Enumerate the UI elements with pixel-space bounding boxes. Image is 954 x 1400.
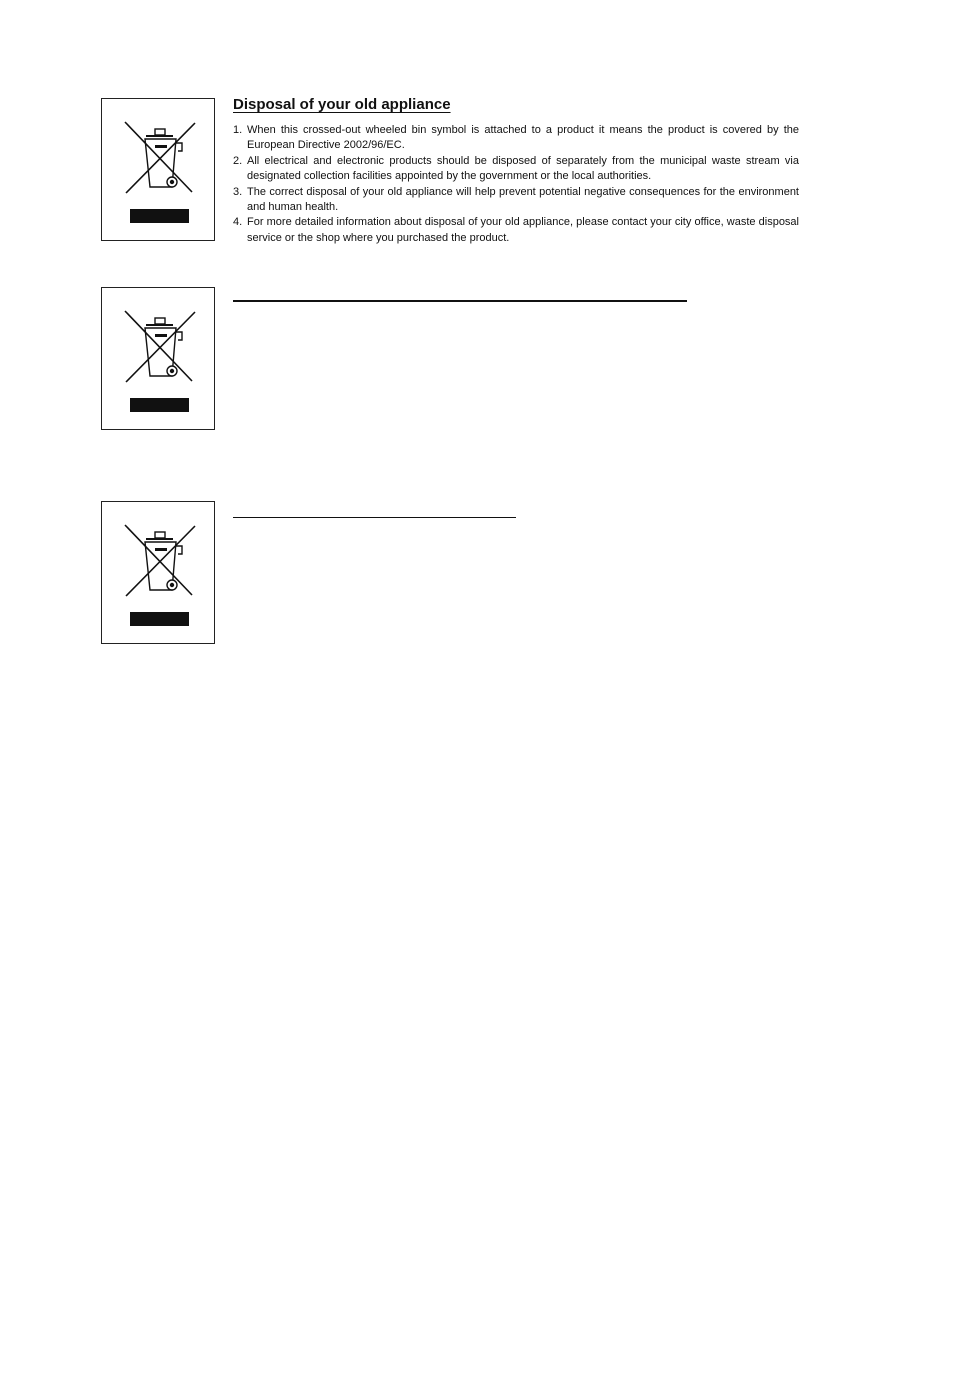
list-item: 4. For more detailed information about disposal of your old appliance, please contact your city office, waste disposal service or the shop where you purchased the product.: [233, 216, 799, 244]
list-item: 2. All electrical and electronic products should be disposed of separately from the municipal waste stream via designated collection facilities appointed by the government or the local authorities.: [233, 154, 799, 183]
crossed-out-wheeled-bin-icon: [102, 288, 214, 429]
weee-symbol-box-2: [101, 287, 215, 430]
disposal-instructions-list: [233, 123, 799, 246]
heading-underline-rule: [233, 300, 687, 302]
weee-symbol-box-1: [101, 98, 215, 241]
weee-symbol-box-3: [101, 501, 215, 644]
list-item: 3. The correct disposal of your old appliance will help prevent potential negative consequences for the environment and human health.: [233, 185, 799, 214]
section-heading: Disposal of your old appliance: [233, 96, 451, 113]
list-item: 1. When this crossed-out wheeled bin symbol is attached to a product it means the product is covered by the European Directive 2002/96/EC.: [233, 124, 799, 152]
crossed-out-wheeled-bin-icon: [102, 502, 214, 643]
heading-underline-rule: [233, 517, 516, 518]
crossed-out-wheeled-bin-icon: [102, 99, 214, 240]
